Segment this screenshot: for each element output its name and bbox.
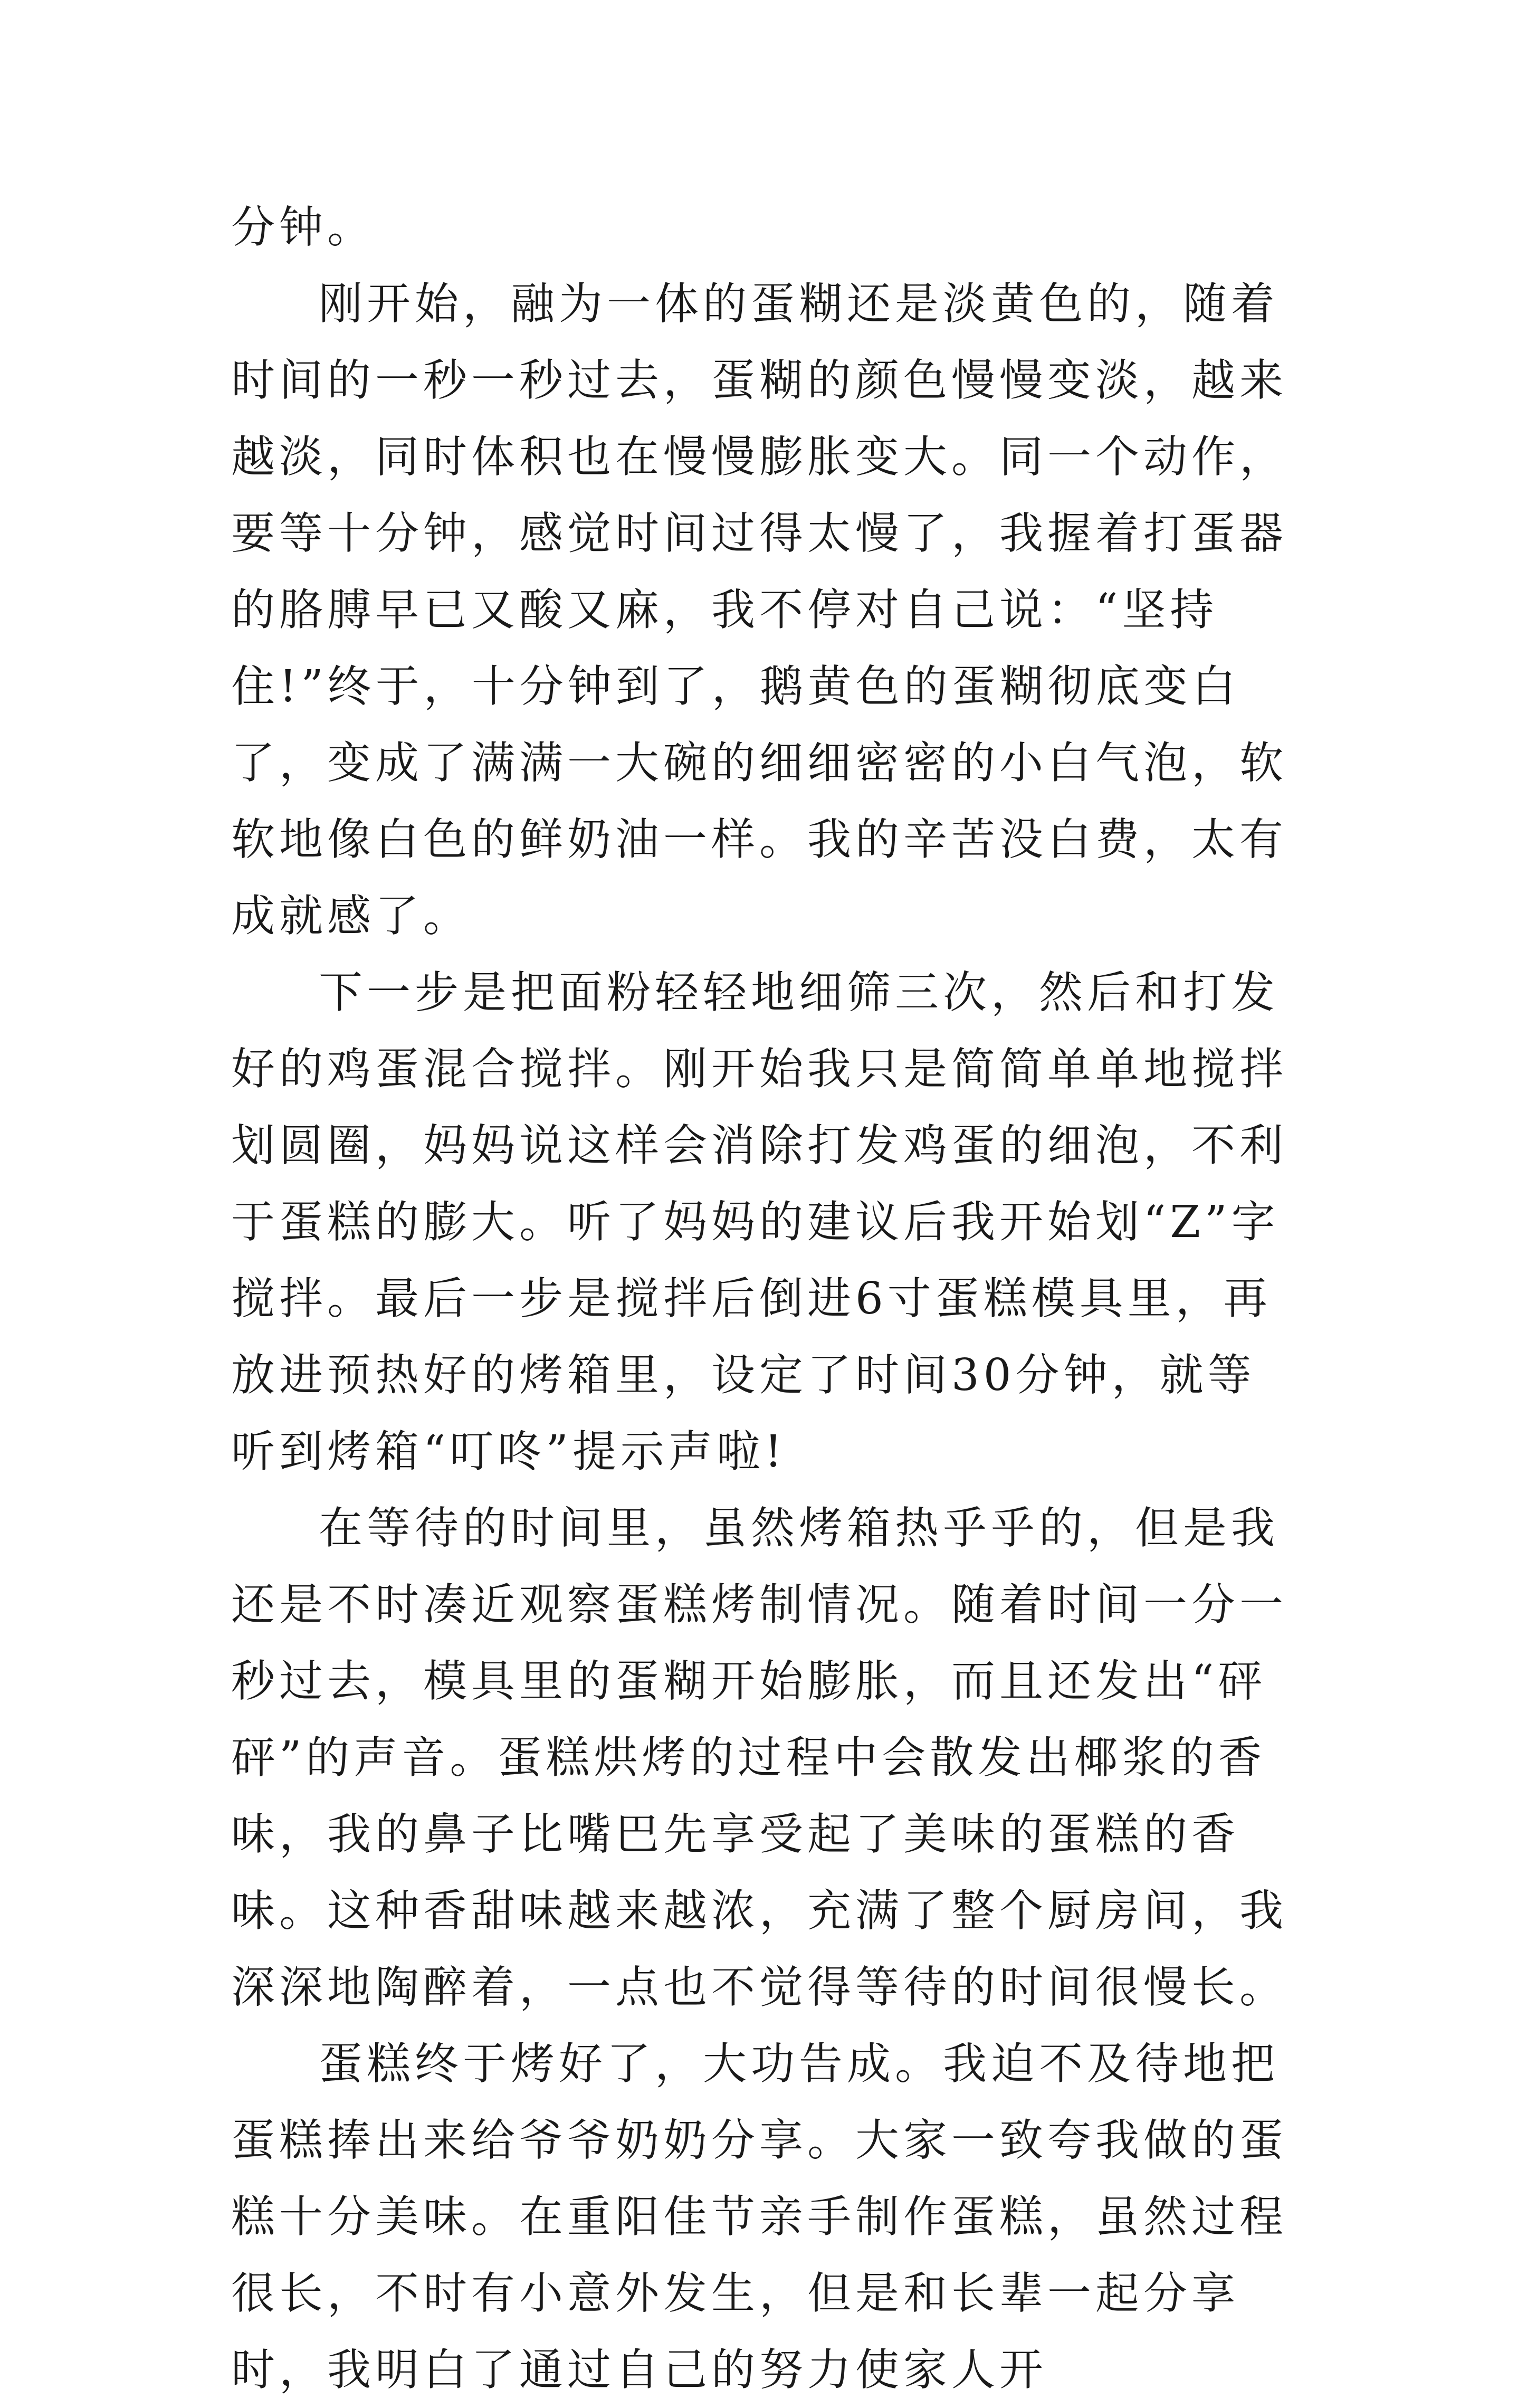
article-body	[231, 189, 1302, 2408]
paragraph: 分钟。	[231, 202, 375, 253]
paragraph: 刚开始，融为一体的蛋糊还是淡黄色的，随着时间的一秒一秒过去，蛋糊的颜色慢慢变淡，越来越淡，同时体积也在慢慢膨胀变大。同一个动作，要等十分钟，感觉时间过得太慢了，我握着打蛋器的胳膊早已又酸又麻，我不停对自己说：“坚持住!”终于，十分钟到了，鹅黄色的蛋糊彻底变白了，变成了满满一大碗的细细密密的小白气泡，软软地像白色的鲜奶油一样。我的辛苦没白费，太有成就感了。	[231, 278, 1287, 941]
paragraph: 在等待的时间里，虽然烤箱热乎乎的，但是我还是不时凑近观察蛋糕烤制情况。随着时间一分一秒过去，模具里的蛋糊开始膨胀，而且还发出“砰砰”的声音。蛋糕烘烤的过程中会散发出椰浆的香味，我的鼻子比嘴巴先享受起了美味的蛋糕的香味。这种香甜味越来越浓，充满了整个厨房间，我深深地陶醉着，一点也不觉得等待的时间很慢长。	[231, 1502, 1287, 2013]
paragraph: 蛋糕终于烤好了，大功告成。我迫不及待地把蛋糕捧出来给爷爷奶奶分享。大家一致夸我做的蛋糕十分美味。在重阳佳节亲手制作蛋糕，虽然过程很长，不时有小意外发生，但是和长辈一起分享时，我明白了通过自己的努力使家人开	[231, 2038, 1287, 2395]
paragraph: 下一步是把面粉轻轻地细筛三次，然后和打发好的鸡蛋混合搅拌。刚开始我只是简简单单地搅拌划圆圈，妈妈说这样会消除打发鸡蛋的细泡，不利于蛋糕的膨大。听了妈妈的建议后我开始划“Z”字搅拌。最后一步是搅拌后倒进6寸蛋糕模具里，再放进预热好的烤箱里，设定了时间30分钟，就等听到烤箱“叮咚”提示声啦!	[231, 967, 1287, 1477]
